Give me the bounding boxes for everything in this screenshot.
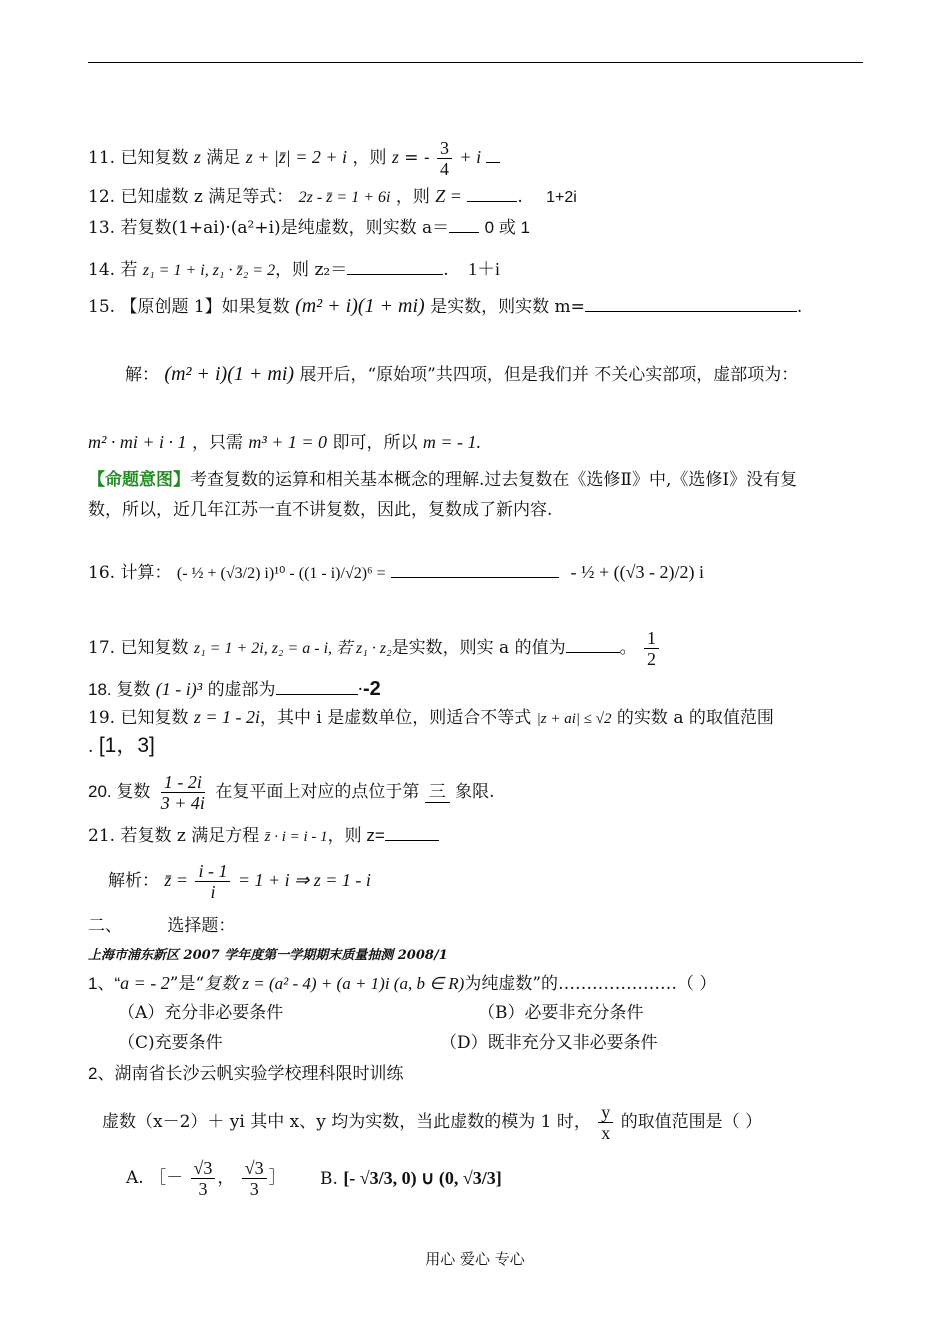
solution-21: 解析： z̄ = $\frac{i - 1}{i}$ = 1 + i ⇒ z = 1 - i [108,861,371,902]
solution-15-line1: 解： (m² + i)(1 + mi) 展开后，“原始项”共四项，但是我们并 不关心实部项，虚部项为： [125,363,799,385]
answer-13: 0 或 1 [484,218,530,237]
answer-20: 三 [425,782,450,803]
question-19-line2: . [1，3] [88,734,155,757]
question-15: 15. 【原创题 1】如果复数 (m² + i)(1 + mi) 是实数，则实数 m= . [88,295,803,317]
choice-question-1: 1、“a = - 2”是“复数 z = (a² - 4) + (a + 1)i (a, b ∈ R)为纯虚数”的…………………（ ） [88,973,717,994]
answer-blank [391,559,559,578]
answer-blank [566,634,620,653]
intent-line1: 【命题意图】考查复数的运算和相关基本概念的理解.过去复数在《选修Ⅱ》中,《选修Ⅰ》没有复 [88,470,798,490]
answer-16: - ½ + ((√3 - 2)/2) i [570,562,704,582]
answer-18: -2 [362,678,381,700]
question-13: 13. 若复数(1+ai)·(a²+i)是纯虚数，则实数 a＝ 0 或 1 [88,214,530,240]
answer-blank [347,256,443,275]
question-17: 17. 已知复数 z₁ = 1 + 2i, z₂ = a - i, 若 z₁ · z₂是实数，则实 a 的值为 。 $\frac{1}{2}$ [88,628,661,669]
answer-blank [467,183,517,202]
answer-19: [1，3] [98,734,155,757]
option-d: （D）既非充分又非必要条件 [440,1033,658,1053]
page-footer: 用心 爱心 专心 [425,1250,525,1268]
question-14: 14. 若 z₁ = 1 + i, z₁ · z̄₂ = 2，则 z₂＝ . 1＋i [88,256,500,283]
choice-question-2-source: 2、湖南省长沙云帆实验学校理科限时训练 [88,1064,404,1083]
choice-2-option-b: B. [- √3/3, 0) ∪ (0, √3/3] [320,1168,502,1189]
answer-blank [486,144,500,163]
choice-2-option-a: A. ［－ $\frac{√3}{3}$ ， $\frac{√3}{3}$ ］ [126,1158,286,1199]
choice-question-2: 虚数（x－2）＋ yi 其中 x、y 均为实数，当此虚数的模为 1 时， $\frac{y}{x}$ 的取值范围是（ ） [102,1102,763,1143]
section-heading: 二、 选择题： [88,916,236,936]
question-19: 19. 已知复数 z = 1 - 2i，其中 i 是虚数单位，则适合不等式 |z + ai| ≤ √2 的实数 a 的取值范围 [88,707,774,728]
answer-blank [585,293,797,312]
answer-12: 1+2i [546,189,577,206]
solution-15-line2: m² · mi + i · 1 ，只需 m³ + 1 = 0 即可，所以 m = - 1. [88,432,482,453]
question-20: 20. 复数 $\frac{1 - 2i}{3 + 4i}$ 在复平面上对应的点位于第 三 象限. [88,772,495,813]
intent-line2: 数，所以，近几年江苏一直不讲复数，因此，复数成了新内容. [88,500,553,520]
answer-blank [276,676,358,695]
answer-14: 1＋i [468,259,501,279]
question-11: 11. 已知复数 z 满足 z + |z̄| = 2 + i ，则 z = - $\frac{3}{4}$ + i [88,138,500,179]
header-rule [88,62,863,63]
option-a: （A）充分非必要条件 [118,1003,284,1023]
answer-11-sign: - [423,148,430,167]
answer-11-fraction: $\frac{3}{4}$ [437,138,452,179]
answer-blank [385,822,439,841]
answer-blank [449,214,479,233]
source-line: 上海市浦东新区 2007 学年度第一学期期末质量抽测 2008/1 [88,948,448,963]
question-12: 12. 已知虚数 z 满足等式： 2z - z̄ = 1 + 6i ，则 Z = . 1+2i [88,183,577,210]
question-16: 16. 计算： (- ½ + (√3/2) i)¹⁰ - ((1 - i)/√2)⁶ = - ½ + ((√3 - 2)/2) i [88,544,704,602]
question-21: 21. 若复数 z 满足方程 z̄ · i = i - 1，则 z= [88,822,439,849]
option-c: （C)充要条件 [118,1033,223,1053]
answer-17: $\frac{1}{2}$ [644,628,659,669]
question-18: 18. 复数 (1 - i)³ 的虚部为 ·-2 [88,678,381,700]
option-b: （B）必要非充分条件 [478,1003,644,1023]
intent-label: 【命题意图】 [88,470,190,490]
